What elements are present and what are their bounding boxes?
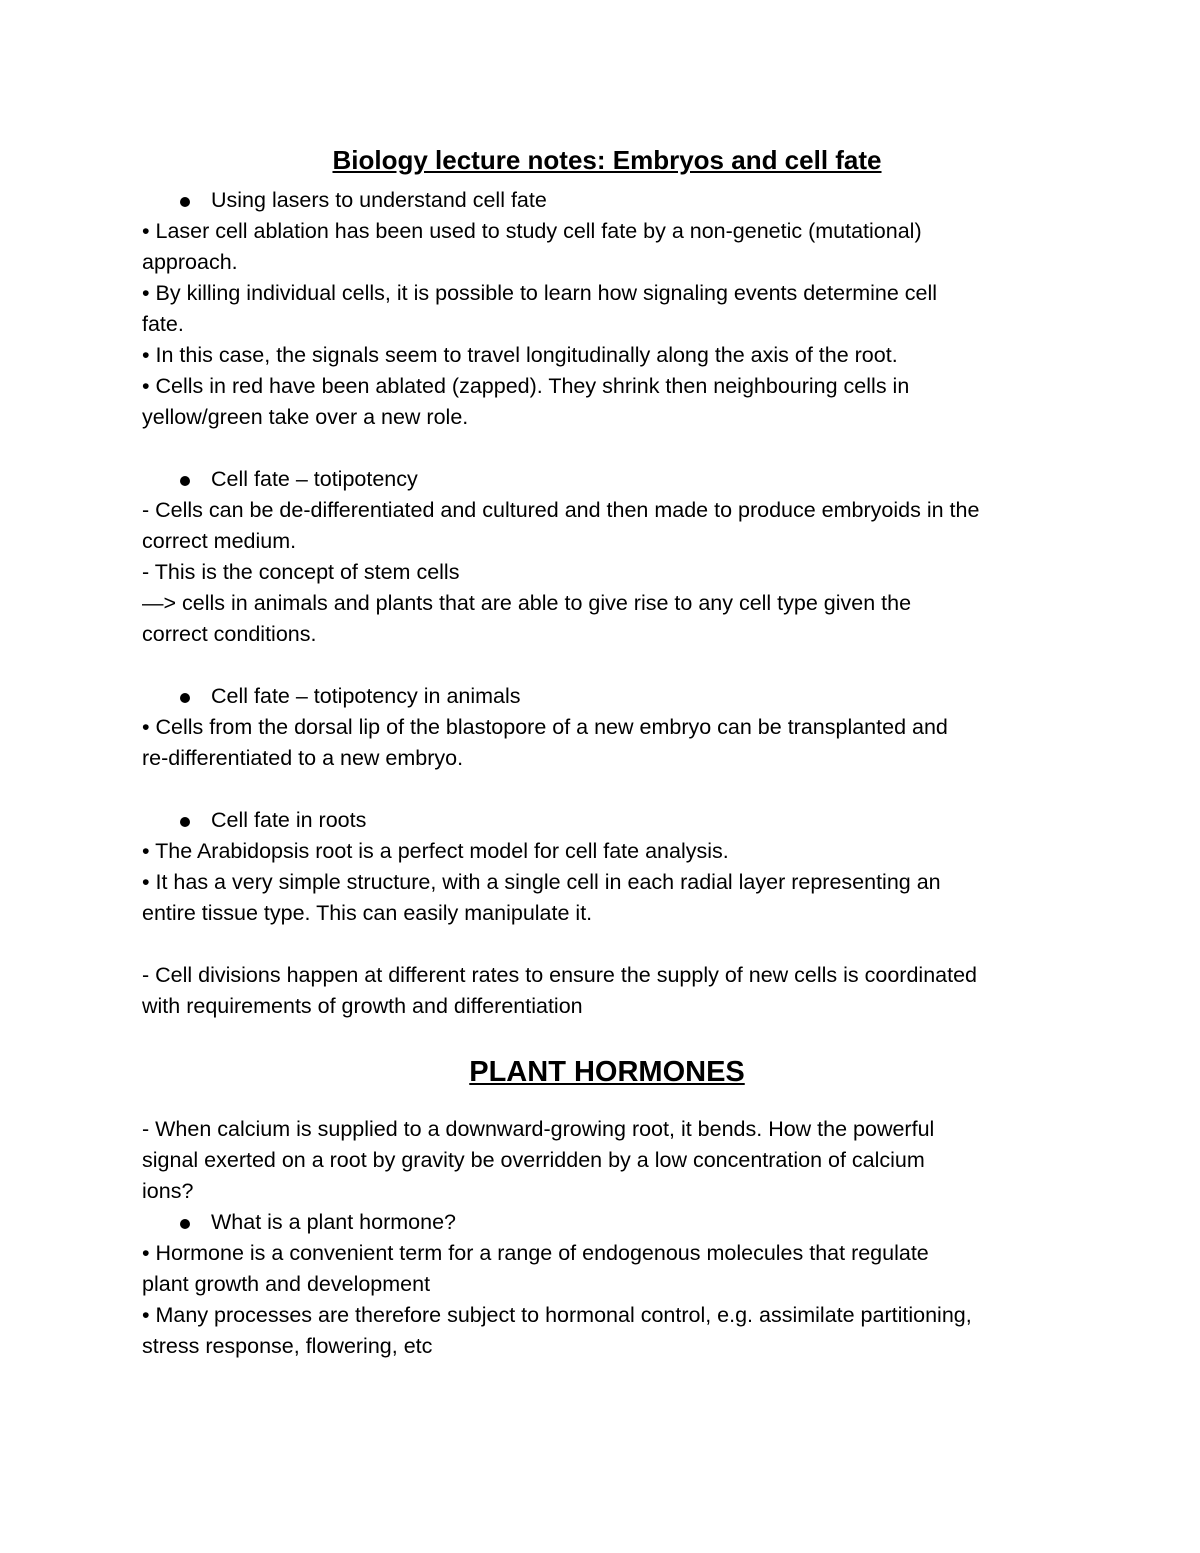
text-line: entire tissue type. This can easily manipulate it. [142, 901, 593, 925]
text-line: - Cell divisions happen at different rates to ensure the supply of new cells is coordinated [142, 963, 977, 987]
text-line: • Many processes are therefore subject to hormonal control, e.g. assimilate partitioning, [142, 1303, 972, 1327]
text-line: • It has a very simple structure, with a single cell in each radial layer representing an [142, 870, 941, 894]
bullet-dot-icon [180, 476, 190, 486]
bullet-text: Using lasers to understand cell fate [211, 188, 547, 212]
text-line: signal exerted on a root by gravity be overridden by a low concentration of calcium [142, 1148, 925, 1172]
bullet-dot-icon [180, 1219, 190, 1229]
text-line: • Laser cell ablation has been used to study cell fate by a non-genetic (mutational) [142, 219, 922, 243]
section-embryos-cell-fate [142, 185, 1072, 1022]
bullet-text: Cell fate – totipotency [211, 467, 418, 491]
text-line: - Cells can be de-differentiated and cultured and then made to produce embryoids in the [142, 498, 980, 522]
text-line: approach. [142, 250, 238, 274]
text-line: plant growth and development [142, 1272, 431, 1296]
text-line: - This is the concept of stem cells [142, 560, 460, 584]
text-line: ions? [142, 1179, 194, 1203]
section-heading-plant-hormones: PLANT HORMONES [469, 1056, 745, 1088]
text-line: stress response, flowering, etc [142, 1334, 433, 1358]
text-line: correct medium. [142, 529, 297, 553]
bullet-text: Cell fate – totipotency in animals [211, 684, 521, 708]
section-plant-hormones [142, 1114, 1072, 1362]
text-line: • Cells from the dorsal lip of the blastopore of a new embryo can be transplanted and [142, 715, 948, 739]
text-line: fate. [142, 312, 184, 336]
text-line: • The Arabidopsis root is a perfect model for cell fate analysis. [142, 839, 729, 863]
bullet-heading [142, 185, 1072, 216]
text-line: with requirements of growth and differentiation [142, 994, 583, 1018]
paragraph-gap [142, 433, 1072, 464]
text-line: re-differentiated to a new embryo. [142, 746, 464, 770]
bullet-heading [142, 805, 1072, 836]
bullet-heading [142, 1207, 1072, 1238]
bullet-text: Cell fate in roots [211, 808, 367, 832]
document-title: Biology lecture notes: Embryos and cell fate [332, 145, 882, 175]
document-page [142, 140, 1072, 1362]
paragraph-gap [142, 774, 1072, 805]
text-line: —> cells in animals and plants that are able to give rise to any cell type given the [142, 591, 912, 615]
bullet-heading [142, 681, 1072, 712]
bullet-dot-icon [180, 817, 190, 827]
text-line: • Cells in red have been ablated (zapped). They shrink then neighbouring cells in [142, 374, 910, 398]
paragraph-gap [142, 650, 1072, 681]
text-line: - When calcium is supplied to a downward-growing root, it bends. How the powerful [142, 1117, 935, 1141]
text-line: • In this case, the signals seem to travel longitudinally along the axis of the root. [142, 343, 898, 367]
bullet-heading [142, 464, 1072, 495]
text-line: yellow/green take over a new role. [142, 405, 469, 429]
text-line: • By killing individual cells, it is possible to learn how signaling events determine cell [142, 281, 938, 305]
bullet-text: What is a plant hormone? [211, 1210, 456, 1234]
bullet-dot-icon [180, 693, 190, 703]
text-line: • Hormone is a convenient term for a range of endogenous molecules that regulate [142, 1241, 929, 1265]
paragraph-gap [142, 929, 1072, 960]
bullet-dot-icon [180, 197, 190, 207]
text-line: correct conditions. [142, 622, 317, 646]
